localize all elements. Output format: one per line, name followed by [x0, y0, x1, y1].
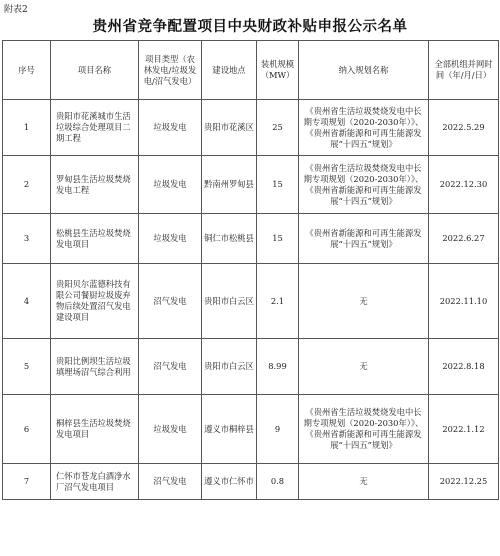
cell-capacity: 2.1	[257, 264, 299, 339]
cell-capacity: 15	[257, 156, 299, 214]
cell-seq: 7	[3, 464, 51, 500]
cell-seq: 1	[3, 100, 51, 156]
cell-location: 黔南州罗甸县	[202, 156, 257, 214]
cell-date: 2022.1.12	[429, 395, 499, 464]
header-seq: 序号	[3, 41, 51, 100]
cell-capacity: 8.99	[257, 339, 299, 395]
cell-location: 贵阳市白云区	[202, 339, 257, 395]
cell-capacity: 9	[257, 395, 299, 464]
cell-date: 2022.12.30	[429, 156, 499, 214]
cell-plan: 无	[299, 339, 429, 395]
cell-date: 2022.12.25	[429, 464, 499, 500]
cell-seq: 6	[3, 395, 51, 464]
cell-location: 遵义市仁怀市	[202, 464, 257, 500]
cell-seq: 4	[3, 264, 51, 339]
cell-name: 仁怀市苍龙白酒净水厂沼气发电项目	[51, 464, 139, 500]
header-location: 建设地点	[202, 41, 257, 100]
cell-seq: 5	[3, 339, 51, 395]
cell-plan: 无	[299, 464, 429, 500]
document-title: 贵州省竞争配置项目中央财政补贴申报公示名单	[92, 19, 408, 35]
cell-name: 桐梓县生活垃圾焚烧发电项目	[51, 395, 139, 464]
table-row	[3, 100, 499, 156]
cell-plan: 《贵州省新能源和可再生能源发展“十四五”规划》	[299, 214, 429, 264]
cell-type: 垃圾发电	[139, 214, 202, 264]
cell-date: 2022.11.10	[429, 264, 499, 339]
cell-type: 沼气发电	[139, 464, 202, 500]
cell-capacity: 25	[257, 100, 299, 156]
table-row	[3, 339, 499, 395]
table-row	[3, 464, 499, 500]
cell-plan: 《贵州省生活垃圾焚烧发电中长期专项规划（2020-2030年）》、《贵州省新能源和可再生能源发展“十四五”规划》	[299, 156, 429, 214]
header-date: 全部机组并网时间（年/月/日）	[429, 41, 499, 100]
cell-type: 沼气发电	[139, 264, 202, 339]
cell-location: 遵义市桐梓县	[202, 395, 257, 464]
cell-date: 2022.8.18	[429, 339, 499, 395]
header-name: 项目名称	[51, 41, 139, 100]
header-plan: 纳入规划名称	[299, 41, 429, 100]
table-row	[3, 214, 499, 264]
cell-name: 贵阳贝尔蓝德科技有限公司餐厨垃圾废弃物后续处置沼气发电建设项目	[51, 264, 139, 339]
cell-name: 松桃县生活垃圾焚烧发电项目	[51, 214, 139, 264]
cell-date: 2022.5.29	[429, 100, 499, 156]
table-row	[3, 395, 499, 464]
cell-seq: 2	[3, 156, 51, 214]
cell-location: 铜仁市松桃县	[202, 214, 257, 264]
cell-seq: 3	[3, 214, 51, 264]
cell-type: 垃圾发电	[139, 156, 202, 214]
cell-type: 垃圾发电	[139, 395, 202, 464]
cell-location: 贵阳市白云区	[202, 264, 257, 339]
attachment-label: 附表2	[4, 5, 28, 15]
table-header-row	[3, 41, 499, 100]
cell-plan: 《贵州省生活垃圾焚烧发电中长期专项规划（2020-2030年）》、《贵州省新能源和可再生能源发展“十四五”规划》	[299, 100, 429, 156]
cell-capacity: 15	[257, 214, 299, 264]
cell-plan: 《贵州省生活垃圾焚烧发电中长期专项规划（2020-2030年）》、《贵州省新能源和可再生能源发展“十四五”规划》	[299, 395, 429, 464]
project-table	[2, 40, 499, 500]
table-row	[3, 264, 499, 339]
cell-name: 贵阳比例坝生活垃圾填埋场沼气综合利用	[51, 339, 139, 395]
cell-date: 2022.6.27	[429, 214, 499, 264]
cell-name: 罗甸县生活垃圾焚烧发电工程	[51, 156, 139, 214]
header-type: 项目类型（农林发电/垃圾发电/沼气发电）	[139, 41, 202, 100]
cell-name: 贵阳市花溪城市生活垃圾综合处理项目二期工程	[51, 100, 139, 156]
cell-location: 贵阳市花溪区	[202, 100, 257, 156]
header-capacity: 装机规模（MW）	[257, 41, 299, 100]
table-row	[3, 156, 499, 214]
cell-plan: 无	[299, 264, 429, 339]
cell-type: 垃圾发电	[139, 100, 202, 156]
cell-type: 沼气发电	[139, 339, 202, 395]
cell-capacity: 0.8	[257, 464, 299, 500]
